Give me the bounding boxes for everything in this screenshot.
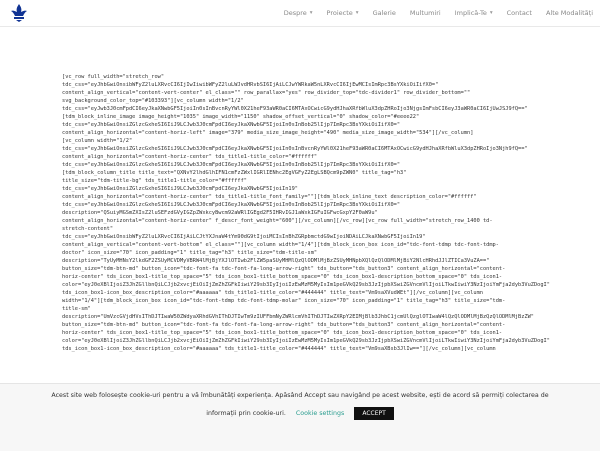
code-line: tds_icon_box1-icon_box_description_color="#aaaaaa" tds_title1-title_color="#444444" title_text="Vm9saXBsb3JlIw=="][/vc_column][vc_column xyxy=(62,346,496,352)
nav-item-implica-te[interactable] xyxy=(448,9,500,17)
code-line: button_size="tdm-btn-md" button_icon="tdc-font-fa tdc-font-fa-long-arrow-right" tds_button="tds_button3" content_align_horizontal="content- xyxy=(62,266,506,272)
code-line: content_align_horizontal="content-horiz-center" f_descr_font_weight="600"][/vc_column][/vc_row][vc_row full_width="stretch_row_1400 td- xyxy=(62,218,493,224)
site-header xyxy=(0,0,600,27)
code-line: tdc_css="eyJhbGwiOnsiZGlzcGxheSI6IiJ9LCJwb3J0cmFpdCI6eyJkaXNwbGF5IjoiIn0sInBvcnRyYWl0X21heF93aWR0aCI6MTAxOCwicG9ydHJhaXRfbWluX3dpZHRoIjo3Njh9fQ==" xyxy=(62,146,528,152)
code-line: horiz-center" tds_icon_box1-title_top_space="5" tds_icon_box1-title_bottom_space="0" tds_icon_box1-description_bottom_space="0" tds_icon1- xyxy=(62,330,503,336)
code-line: tdc_css="eyJhbGwiOnsibWFyZ2luLXRvcCI6IjAiLCJtYXJnaW4tYm90dG9tIjoiMCIsInBhZGRpbmctdG9wIjoiNDAiLCJkaXNwbGF5IjoiIn19" xyxy=(62,234,426,240)
nav-item-label: Multumiri xyxy=(409,9,441,17)
code-line: button_size="tdm-btn-md" button_icon="tdc-font-fa tdc-font-fa-long-arrow-right" tds_button="tds_button3" content_align_horizontal="content- xyxy=(62,322,506,328)
code-line: description="TyUyMHNsY2lkdGF2ZSUyMCVDMyVBRW4lMjBjYXJlOTIwb2FlZW5paSUyMHMlQzQlODMlMjBzZSUyMHNpbXQlQzQlODMlMjBiY2NlcHRhdJJlZTICa3VuZA==" xyxy=(62,258,490,264)
nav-item-label: Proiecte xyxy=(326,9,353,17)
code-line: horiz-center" tds_icon_box1-title_top_space="5" tds_icon_box1-title_bottom_space="0" tds_icon_box1-description_bottom_space="0" tds_icon1- xyxy=(62,274,503,280)
fleur-de-lis-icon xyxy=(8,3,30,23)
chevron-down-icon: ▾ xyxy=(489,10,493,16)
cookie-actions xyxy=(0,407,600,420)
code-line: [tdm_block_inline_image image_height="1035" image_width="1150" shadow_offset_vertical="0" shadow_color="#eeee22" xyxy=(62,114,420,120)
nav-item-alte-modalitati[interactable] xyxy=(539,9,600,17)
nav-item-contact[interactable] xyxy=(500,9,539,17)
code-line: [vc_column width="1/2" xyxy=(62,138,133,144)
code-line: [tdm_block_column_title title_text="QXNvY2lhdGlhIFN1cmFzZWxlIGRlIENhc2EgVGFyZ2EgLSBQcm9pZWN0" title_tag="h3" xyxy=(62,170,407,176)
code-line: title_size="tdm-title-bg" tds_title1-title_color="#ffffff" xyxy=(62,178,247,184)
code-line: content_align_horizontal="content-horiz-left" image="379" media_size_image_height="490" media_size_image_width="534"][/vc_column] xyxy=(62,130,474,136)
cookie-settings-link[interactable]: Cookie settings xyxy=(295,410,345,417)
code-line: tdc_css="eyJhbGwiOnsiZGlzcGxheSI6IiJ9LCJwb3J0cmFpdCI6eyJkaXNwbGF5IjoiIn0sInBob25lIjp7ImRpc3BsYXkiOiIifX0=" xyxy=(62,122,401,128)
cookie-message: Acest site web folosește cookie-uri pentru a vă îmbunătăți experiența. Apăsând Accept sau navigând pe acest website, ești de acord să permiți colectarea de xyxy=(51,392,549,399)
code-line: tds_icon_box1-icon_box_description_color="#aaaaaa" tds_title1-title_color="#444444" title_text="Vm9saXVudWEt"][/vc_column][vc_column xyxy=(62,290,483,296)
code-line: stretch-content" xyxy=(62,226,114,232)
nav-item-label: Despre xyxy=(283,9,307,17)
nav-item-label: Contact xyxy=(506,9,532,17)
accept-button[interactable]: ACCEPT xyxy=(354,407,393,420)
nav-item-multumiri[interactable] xyxy=(403,9,448,17)
shortcode-content xyxy=(62,73,600,391)
nav-item-label: Galerie xyxy=(372,9,396,17)
nav-item-galerie[interactable] xyxy=(366,9,403,17)
nav-item-label: Implică-Te xyxy=(454,9,487,17)
code-line: title-sm" xyxy=(62,306,91,312)
code-line: description="UmVzcGVjdHVsIThDJTIwaW50ZWdyaXRhdGVhIThDJTIwTm9zIUFFbmNyZWRlcmVhIThDJTIwZXRpY2EIMjBlb3JhbC1jcmUlQzglOTIwaW4lQzQlODMlMjBzQzQlODMlMjBzZW" xyxy=(62,314,534,320)
code-line: tdc_css="eyJhbGwiOnsibWFyZ2luLXRvcCI6IjIwIiwibWFyZ2luLWJvdHRvbSI6IjAiLCJwYWRkaW5nLXRvcCI6IjEwMCIsImRpc3BsYXkiOiIifX0=" xyxy=(62,82,439,88)
site-logo[interactable] xyxy=(8,3,30,23)
code-line: description="QSuiyMGSmZXIsZ2luSEFzdGVyIGZpZWxkcyBwcm92aWRlIGEgd2F5IHRvIGJ1aWxkIGFuIGFwcGxpY2F0aW9u" xyxy=(62,210,378,216)
code-line: tdc_css="eyJhbGwiOnsiZGlzcGxheSI6IiJ9LCJwb3J0cmFpdCI6eyJkaXNwbGF5IjoiIn19" xyxy=(62,186,298,192)
nav-item-despre[interactable] xyxy=(277,9,320,17)
code-line: tdc_css="eyJhbGwiOnsiZGlzcGxheSI6IiJ9LCJwb3J0cmFpdCI6eyJkaXNwbGF5IjoiIn0sInBob25lIjp7ImRpc3BsYXkiOiIifX0=" xyxy=(62,202,401,208)
code-line: content_align_horizontal="content-horiz-center" tds_title1-title_font_family=""][tdm_block_inline_text description_color="#ffffff" xyxy=(62,194,477,200)
code-line: color="eyJ0eXBlIjoiZ3JhZGllbnQiLCJjb2xvcjEiOiIjZmZhZGFkIiwiY29sb3IyIjoiIzEwMzM5MyIsIm1peGVkQ29sb3JzIjpbXSwiZGVncmVlIjoiLTkwIiwiY3NzIjoiYmFja2dyb3VuZDogI" xyxy=(62,282,550,288)
main-nav xyxy=(277,0,600,26)
code-line: content_align_horizontal="content-horiz-center" tds_title1-title_color="#ffffff" xyxy=(62,154,318,160)
code-line: doctor" icon_size="70" icon_padding="1" title_tag="h3" title_size="tdm-title-sm" xyxy=(62,250,318,256)
nav-item-label: Alte Modalități xyxy=(545,9,593,17)
code-line: content_align_vertical="content-vert-bottom" el_class=""][vc_column width="1/4"][tdm_block_icon_box icon_id="tdc-font-tdmp tdc-font-tdmp- xyxy=(62,242,499,248)
code-line: svg_background_color_top="#103393"][vc_column width="1/2" xyxy=(62,98,244,104)
code-line: [vc_row full_width="stretch_row" xyxy=(62,74,165,80)
cookie-consent-bar xyxy=(0,383,600,451)
chevron-down-icon: ▾ xyxy=(309,10,313,16)
code-line: color="eyJ0eXBlIjoiZ3JhZGllbnQiLCJjb2xvcjEiOiIjZmZhZGFkIiwiY29sb3IyIjoiIzEwMzM5MyIsIm1peGVkQ29sb3JzIjpbXSwiZGVncmVlIjoiLTkwIiwiY3NzIjoiYmFja2dyb3VuZDogI" xyxy=(62,338,550,344)
code-line: tdc_css="eyJhbGwiOnsiZGlzcGxheSI6IiJ9LCJwb3J0cmFpdCI6eyJkaXNwbGF5IjoiIn0sInBob25lIjp7ImRpc3BsYXkiOiIifX0=" xyxy=(62,162,401,168)
code-line: tdc_css="eyJwb3J0cmFpdCI6eyJkaXNwbGF5IjoiIn0sInBvcnRyYWl0X21heF93aWR0aCI6MTAxOCwicG9ydHJhaXRfbWluX3dpZHRoIjo3NjgsImFsbCI6eyJ3aWR0aCI6IjUwJSJ9fQ==" xyxy=(62,106,528,112)
nav-item-proiecte[interactable] xyxy=(320,9,366,17)
code-line: width="1/4"][tdm_block_icon_box icon_id="tdc-font-tdmp tdc-font-tdmp-molar" icon_size="70" icon_padding="1" title_tag="h3" title_size="tdm- xyxy=(62,298,506,304)
chevron-down-icon: ▾ xyxy=(355,10,359,16)
cookie-message-end: informații prin cookie-uri. xyxy=(206,410,286,417)
code-line: content_align_vertical="content-vert-center" el_class="" row_parallax="yes" row_divider_top="tdc-divider1" row_divider_bottom="" xyxy=(62,90,471,96)
